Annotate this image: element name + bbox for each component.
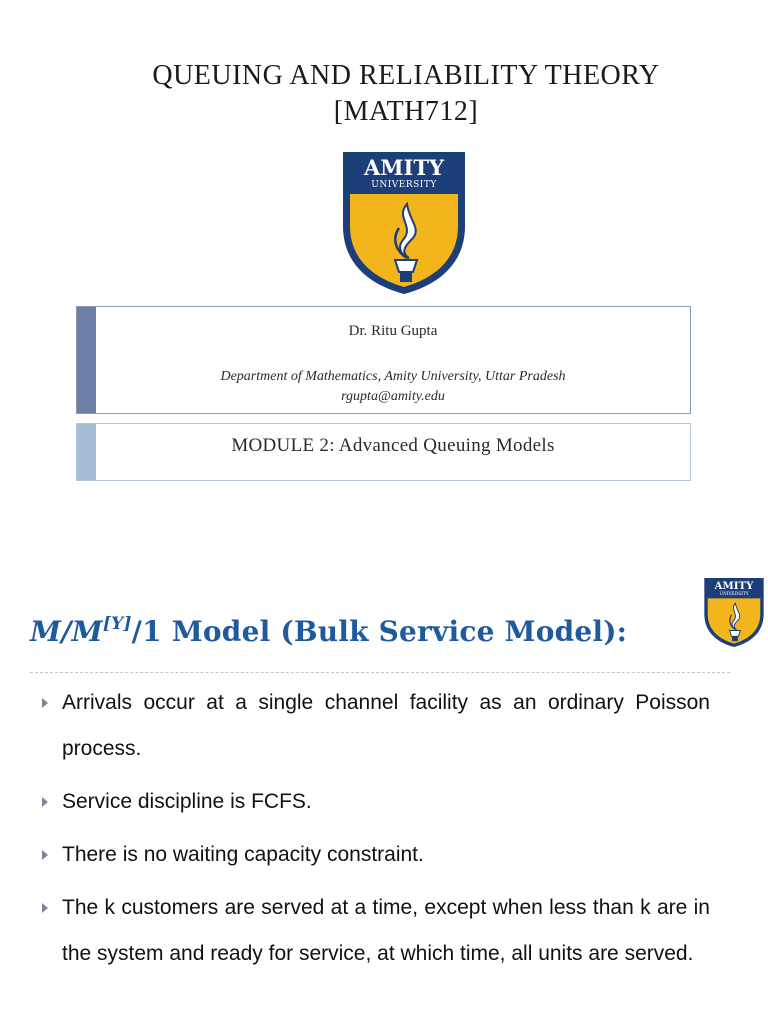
module-accent-bar: [77, 424, 96, 480]
title-rest: /1 Model (Bulk Service Model):: [131, 615, 628, 648]
title-line-2: [MATH712]: [333, 96, 479, 127]
author-department: Department of Mathematics, Amity University, Uttar Pradesh: [220, 369, 566, 384]
bullet-arrow-icon: [42, 850, 48, 860]
bullet-arrow-icon: [42, 698, 48, 708]
title-slash: /: [61, 615, 72, 648]
author-name: Dr. Ritu Gupta: [348, 323, 438, 339]
title-line-1: QUEUING AND RELIABILITY THEORY: [152, 60, 660, 91]
module-title: MODULE 2: Advanced Queuing Models: [231, 435, 555, 456]
logo-wordmark: AMITY: [714, 580, 754, 593]
torch-shield-icon: [337, 148, 471, 296]
author-email: rgupta@amity.edu: [341, 389, 445, 404]
title-m2: M: [71, 615, 103, 648]
model-title: [30, 614, 710, 648]
bullet-item: [40, 885, 710, 977]
module-box: [76, 423, 691, 481]
slide-title: [0, 58, 768, 130]
title-superscript: [Y]: [102, 614, 132, 634]
bullet-text: Service discipline is FCFS.: [62, 790, 312, 813]
bullet-text: Arrivals occur at a single channel facility as an ordinary Poisson process.: [62, 691, 710, 760]
title-divider: [30, 672, 730, 673]
bullet-list: [40, 680, 710, 977]
bullet-item: [40, 680, 710, 772]
bullet-text: The k customers are served at a time, except when less than k are in the system and ready for service, at which time, all units are served.: [62, 896, 710, 965]
bullet-item: [40, 832, 710, 878]
author-accent-bar: [77, 307, 96, 413]
logo-subword: UNIVERSITY: [719, 591, 749, 597]
logo-subword: UNIVERSITY: [371, 180, 437, 190]
bullet-arrow-icon: [42, 903, 48, 913]
bullet-arrow-icon: [42, 797, 48, 807]
title-m1: M: [30, 615, 62, 648]
author-box: [76, 306, 691, 414]
amity-logo: [337, 148, 471, 296]
author-affiliation: [96, 367, 690, 407]
bullet-item: [40, 779, 710, 825]
amity-logo-small: [700, 576, 768, 648]
torch-shield-icon: [700, 576, 768, 648]
bullet-text: There is no waiting capacity constraint.: [62, 843, 424, 866]
logo-wordmark: AMITY: [364, 155, 444, 180]
